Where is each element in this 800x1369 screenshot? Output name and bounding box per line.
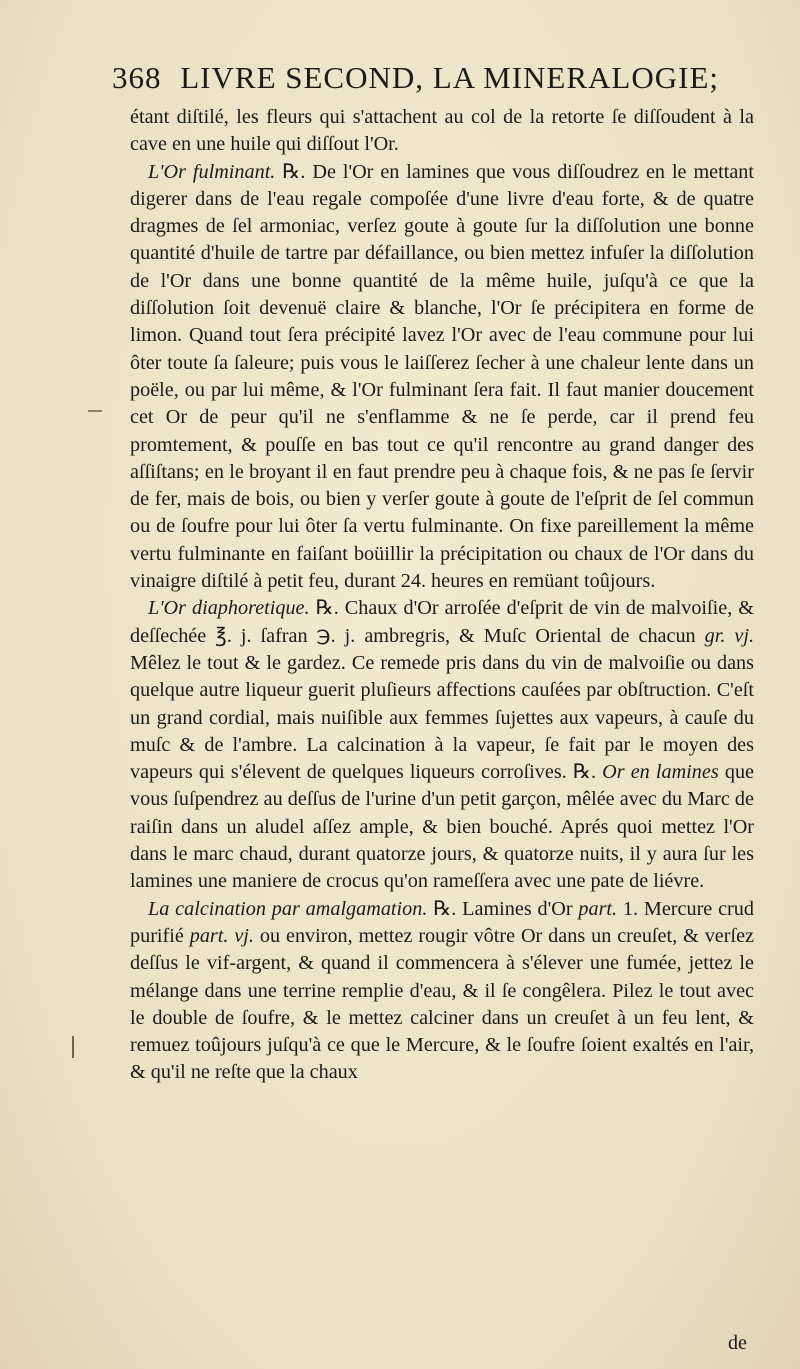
page-body [130,104,754,1087]
text-segment: 1. Mercure crud purifié [130,897,754,947]
margin-mark [88,410,102,412]
text-segment-italic: gr. vj. [704,624,754,647]
running-title: LIVRE SECOND, LA MINERALOGIE; [180,60,719,95]
text-segment: étant diſtilé, les fleurs qui s'attachent au col de la retorte ſe diſſoudent à la cave en une huile qui diſſout l'Or. [130,106,754,156]
section-heading-or-fulminant: L'Or fulminant. [148,160,276,183]
text-segment: ou environ, mettez rougir vôtre Or dans un creuſet, & verſez deſſus le vif-argent, & quand il commencera à s'élever une fumée, jettez le mélange dans une terrine remplie d'eau, & il ſe congêlera. Pilez le tout avec le double de ſoufre, & le mettez calciner dans un creuſet à un feu lent, & remuez toûjours juſqu'à ce que le Mercure, & le ſoufre ſoient exaltés en l'air, & qu'il ne reſte que la chaux [130,924,754,1084]
text-segment: ℞. Lamines d'Or [427,897,579,920]
catchword: de [728,1332,747,1354]
running-header [112,60,762,96]
section-heading-calcination: La calcination par amalgamation. [148,897,428,920]
text-segment: Mêlez le tout & le gardez. Ce remede pris dans du vin de malvoiſie ou dans quelque autre liqueur guerit pluſieurs affections cauſées par obſtruction. C'eſt un grand cordial, mais nuiſible aux femmes ſujettes aux vapeurs, à cauſe du muſc & de l'ambre. La calcination à la vapeur, ſe fait par le moyen des vapeurs qui s'élevent de quelques liqueurs corroſives. ℞. [130,651,754,784]
paragraph-or-fulminant [130,159,754,596]
text-segment-italic: part. vj. [189,924,254,947]
page-number: 368 [112,60,162,95]
text-segment-italic: part. [578,897,618,920]
section-heading-or-diaphoretique: L'Or diaphoretique. [148,597,310,620]
paragraph-1 [130,104,754,159]
margin-mark [72,1036,74,1058]
text-segment: ℞. Chaux d'Or arroſée d'eſprit de vin de malvoiſie, & deſſechée ℥. j. ſafran ℈. j. ambregris, & Muſc Oriental de chacun [130,597,754,647]
text-segment-italic: Or en lamines [602,761,719,784]
paragraph-or-diaphoretique [130,595,754,895]
text-segment: ℞. De l'Or en lamines que vous diſſoudrez en le mettant digerer dans de l'eau regale compoſée d'une livre d'eau forte, & de quatre dragmes de ſel armoniac, verſez goute à goute ſur la diſſolution une bonne quantité d'huile de tartre par défaillance, ou bien mettez infuſer la diſſolution de l'Or dans une bonne quantité de la même huile, juſqu'à ce que la diſſolution ſoit devenuë claire & blanche, l'Or ſe précipitera en forme de limon. Quand tout ſera précipité lavez l'Or avec de l'eau commune pour lui ôter toute ſa ſaleure; puis vous le laiſſerez ſecher à une chaleur lente dans un poële, ou par lui même, & l'Or fulminant ſera fait. Il faut manier doucement cet Or de peur qu'il ne s'enflamme & ne ſe perde, car il prend feu promtement, & pouſſe en bas tout ce qu'il rencontre au grand danger des aſſiſtans; en le broyant il en faut prendre peu à chaque fois, & ne pas ſe ſervir de fer, mais de bois, ou bien y verſer goute à goute de l'eſprit de ſel commun ou de ſoufre pour lui ôter ſa vertu fulminante. On fixe pareillement la même vertu fulminante en faiſant boüillir la précipitation ou chaux de l'Or dans du vinaigre diſtilé à petit feu, durant 24. heures en remüant toûjours. [130,160,754,593]
text-segment: que vous ſuſpendrez au deſſus de l'urine d'un petit garçon, mêlée avec du Marc de raiſin dans un aludel aſſez ample, & bien bouché. Aprés quoi mettez l'Or dans le marc chaud, durant quatorze jours, & quatorze nuits, il y aura ſur les lamines une maniere de crocus qu'on rameſſera avec une pate de liévre. [130,761,754,893]
paragraph-calcination-amalgamation [130,896,754,1087]
